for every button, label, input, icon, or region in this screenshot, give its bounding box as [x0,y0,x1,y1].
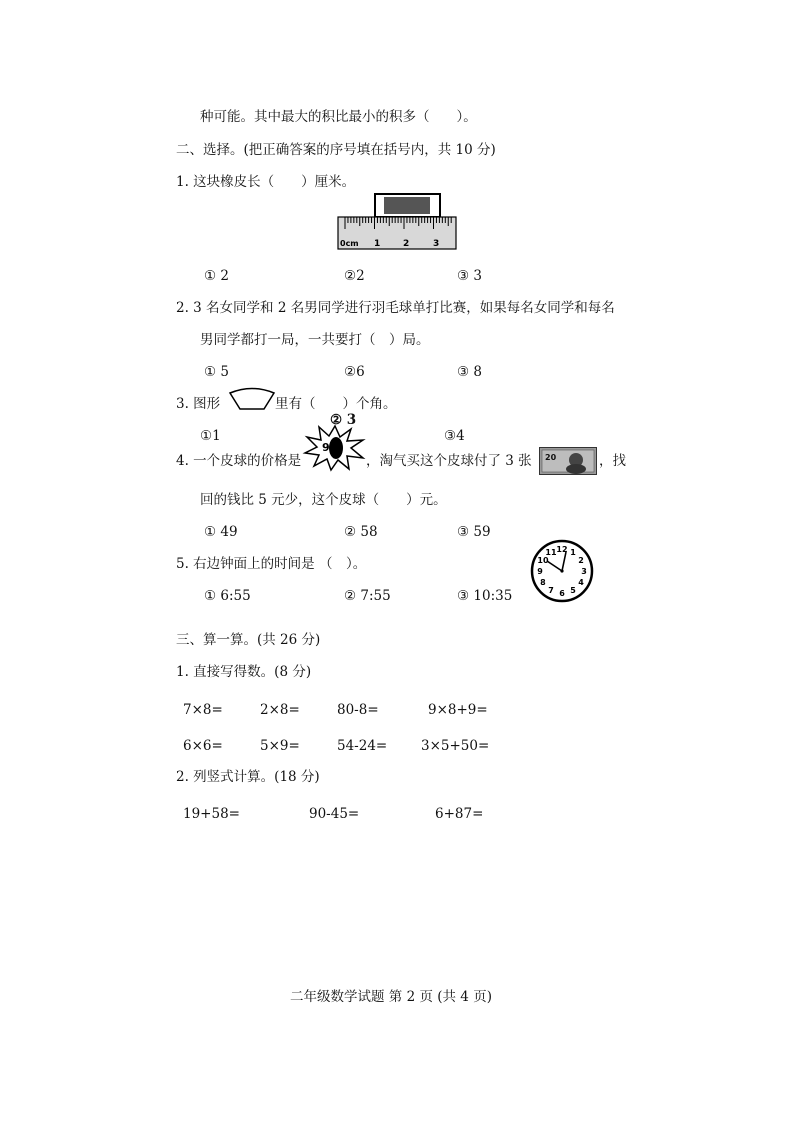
q1-option-2: ②2 [344,268,365,284]
calc-item: 80-8= [337,702,379,718]
calc-item: 54-24= [337,738,388,754]
q2-text-line2: 男同学都打一局，一共要打（ ）局。 [200,332,430,348]
price-tag-starburst [305,426,365,470]
section3-title: 三、算一算。(共 26 分) [176,632,321,648]
q4-option-2: ② 58 [344,524,378,540]
q3-text-prefix: 3. 图形 [176,396,221,412]
banknote-value: 20 [545,453,557,462]
q3-option-3: ③4 [444,428,465,444]
clock-number: 12 [556,545,568,554]
clock-number: 8 [540,578,546,587]
section2-title: 二、选择。(把正确答案的序号填在括号内，共 10 分) [176,142,496,158]
calc-item: 7×8= [183,702,223,718]
q3-text-suffix: 里有（ ）个角。 [275,396,397,412]
ruler-tick-label-1: 1 [374,239,381,249]
pentagon-shape-figure [228,387,276,413]
ruler-tick-label-3: 3 [433,239,440,249]
clock-number: 7 [548,586,554,596]
q1-option-3: ③ 3 [457,268,482,284]
q2-option-3: ③ 8 [457,364,482,380]
q3-option-2: ② 3 [330,412,357,428]
clock-number: 2 [578,556,584,565]
q4-text-prefix: 4. 一个皮球的价格是 [176,453,302,469]
clock-number: 11 [545,547,557,557]
clock-number: 1 [570,547,576,557]
vertical-calc-item: 6+87= [435,806,484,822]
page-footer: 二年级数学试题 第 2 页 (共 4 页) [290,989,492,1005]
clock-number: 6 [559,589,565,598]
q4-text-suffix: ，找 [599,453,626,469]
eraser-fill [384,197,430,214]
calc-item: 2×8= [260,702,300,718]
clock-number: 5 [570,586,576,596]
q5-option-1: ① 6:55 [204,588,251,604]
clock-center [560,569,563,572]
vertical-calc-item: 90-45= [309,806,360,822]
clock-number: 4 [578,578,584,587]
price-digit: 9 [322,441,330,454]
p1-title: 1. 直接写得数。(8 分) [176,664,312,680]
q1-text: 1. 这块橡皮长（ ）厘米。 [176,174,356,190]
banknote-image [539,447,597,475]
q4-text-middle: ，淘气买这个皮球付了 3 张 [366,453,532,469]
calc-item: 5×9= [260,738,300,754]
q3-option-1: ①1 [200,428,221,444]
calc-item: 6×6= [183,738,223,754]
q4-option-3: ③ 59 [457,524,491,540]
q2-option-2: ②6 [344,364,365,380]
price-blot [329,437,343,459]
clock-number: 3 [581,567,587,576]
q5-option-2: ② 7:55 [344,588,391,604]
ruler-tick-label-2: 2 [403,239,410,249]
q2-option-1: ① 5 [204,364,229,380]
p2-title: 2. 列竖式计算。(18 分) [176,769,320,785]
clock-face [529,539,595,603]
q5-text: 5. 右边钟面上的时间是 （ ）。 [176,556,367,572]
q5-option-3: ③ 10:35 [457,588,513,604]
q4-option-1: ① 49 [204,524,238,540]
q4-text-line2: 回的钱比 5 元少，这个皮球（ ）元。 [200,492,447,508]
q1-option-1: ① 2 [204,268,229,284]
vertical-calc-item: 19+58= [183,806,240,822]
clock-number: 9 [537,567,543,576]
clock-number: 10 [537,556,549,565]
calc-item: 3×5+50= [421,738,490,754]
ruler-figure [337,193,457,253]
ruler-unit-label: 0cm [340,239,359,248]
continued-question-line: 种可能。其中最大的积比最小的积多（ ）。 [200,109,477,125]
calc-item: 9×8+9= [428,702,488,718]
q2-text-line1: 2. 3 名女同学和 2 名男同学进行羽毛球单打比赛，如果每名女同学和每名 [176,300,615,316]
